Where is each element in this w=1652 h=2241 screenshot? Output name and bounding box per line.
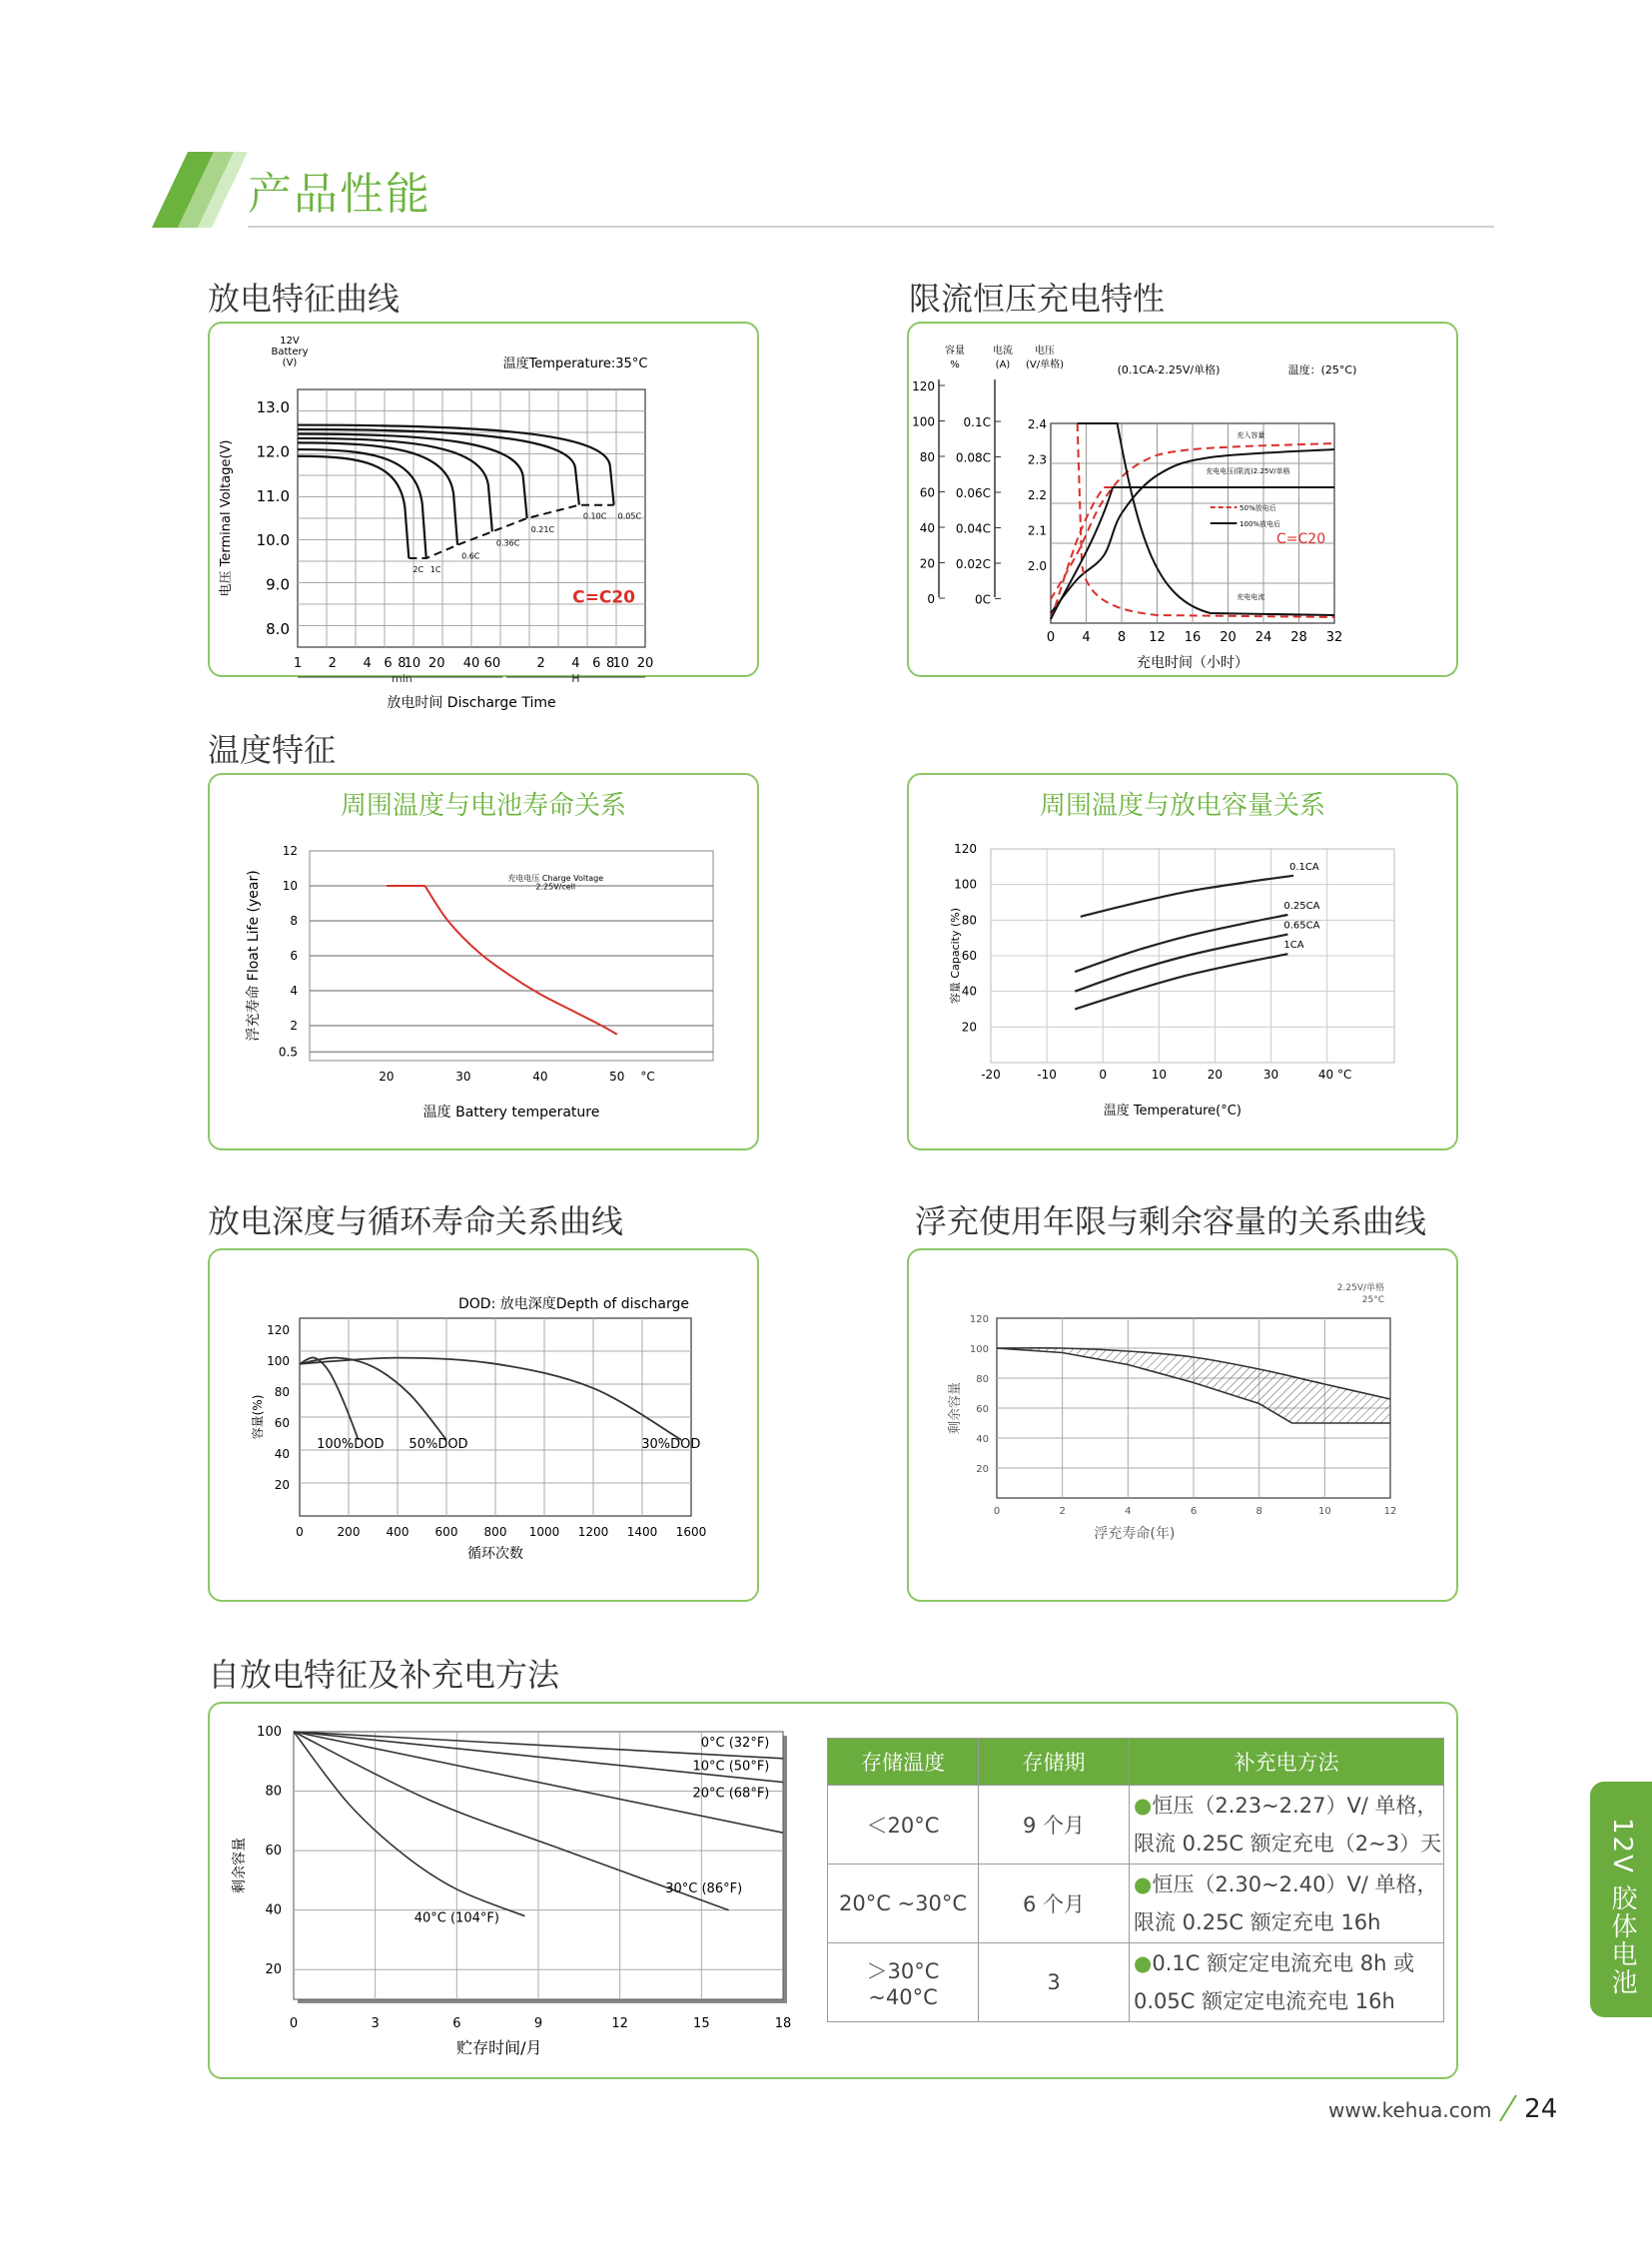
cell-method xyxy=(1130,1943,1444,2022)
x-tick-label: 40 xyxy=(462,656,480,671)
x-tick-label: 18 xyxy=(774,2016,792,2031)
method-line: 恒压（2.30~2.40）V/ 单格， xyxy=(1152,1872,1438,1896)
chart-capacity-temp xyxy=(909,829,1456,1148)
footer xyxy=(1328,2093,1557,2124)
x-tick-label: 12 xyxy=(1149,630,1166,645)
y-tick-label: 2 xyxy=(290,1019,298,1033)
curve-label: 充入容量 xyxy=(1237,431,1265,439)
series-label: 0.10C xyxy=(582,511,607,521)
method-line: 恒压（2.23~2.27）V/ 单格， xyxy=(1152,1794,1438,1818)
x-tick-label: 2 xyxy=(328,656,337,671)
y-tick-label: 40 xyxy=(961,984,977,999)
x-tick-label: 1600 xyxy=(675,1525,707,1539)
capacity-tick: 60 xyxy=(919,485,935,500)
discharge-curve-0.6C xyxy=(298,442,457,544)
x-tick-label: 400 xyxy=(386,1525,410,1539)
series-label: 0.1CA xyxy=(1289,861,1319,873)
x-tick-label: 8 xyxy=(1117,630,1127,645)
legend-label: 100%放电后 xyxy=(1239,520,1281,528)
method-line: 限流 0.25C 额定充电（2~3）天 xyxy=(1134,1832,1442,1856)
chart-life-temp xyxy=(210,829,757,1148)
current-tick: 0.04C xyxy=(955,521,991,536)
voltage-tick: 2.3 xyxy=(1027,452,1047,467)
cell-temp: ＜20°C xyxy=(828,1786,979,1865)
cell-temp: 20°C ~30°C xyxy=(828,1865,979,1943)
x-tick-label: 16 xyxy=(1184,630,1202,645)
y-tick-label: 60 xyxy=(274,1416,290,1430)
table-row xyxy=(828,1865,1444,1943)
x-tick-label: 15 xyxy=(693,2016,710,2031)
y-tick-label: 100 xyxy=(954,877,977,892)
y-tick-label: 4 xyxy=(290,984,298,998)
table-header-row xyxy=(828,1739,1444,1786)
capacity-curve-0.1CA xyxy=(1081,876,1293,917)
y-axis-label: 容量 Capacity (%) xyxy=(949,907,962,1005)
y-tick-label: 80 xyxy=(961,913,977,928)
y-tick-label: 100 xyxy=(267,1354,290,1368)
y-tick-label: 80 xyxy=(265,1784,282,1800)
y-tick-label: 20 xyxy=(265,1962,282,1978)
x-tick-label: -20 xyxy=(981,1068,1001,1082)
cell-period: 9 个月 xyxy=(979,1786,1130,1865)
x-tick-label: 4 xyxy=(571,656,580,671)
current-tick: 0.02C xyxy=(955,557,991,571)
dod-curve-50%DOD xyxy=(300,1358,446,1440)
y-tick-label: 10 xyxy=(282,879,298,893)
y-tick-label: 8.0 xyxy=(266,620,290,639)
method-line: 限流 0.25C 额定充电 16h xyxy=(1134,1910,1381,1934)
y-axis-label: 容量(%) xyxy=(251,1394,265,1440)
curve-label: 充电电流 xyxy=(1237,593,1265,601)
cell-method xyxy=(1130,1786,1444,1865)
x-tick-label: 6 xyxy=(384,656,393,671)
y-tick-label: 8 xyxy=(290,914,298,928)
x-tick-label: 24 xyxy=(1254,630,1272,645)
x-tick-label: 12 xyxy=(1383,1506,1397,1517)
capacity-curve-0.65CA xyxy=(1075,935,1287,992)
x-tick-label: 4 xyxy=(1082,630,1091,645)
chart-float-capacity xyxy=(909,1250,1456,1600)
x-tick-label: 32 xyxy=(1325,630,1343,645)
current-tick: 0.06C xyxy=(955,486,991,500)
voltage-tick: 2.4 xyxy=(1027,417,1047,431)
y-tick-label: 60 xyxy=(265,1844,282,1860)
legend-label: 50%放电后 xyxy=(1239,504,1276,512)
chart-charge xyxy=(909,324,1456,675)
axis-header: (V/单格) xyxy=(1025,360,1065,371)
section-title-discharge: 放电特征曲线 xyxy=(208,280,401,318)
side-category-tab xyxy=(1590,1782,1652,2017)
chart-title: (0.1CA-2.25V/单格) xyxy=(1117,364,1221,376)
x-tick-label: 20 xyxy=(379,1070,395,1084)
y-tick-label: 9.0 xyxy=(266,575,290,594)
y-tick-label: 20 xyxy=(976,1464,989,1475)
x-tick-label: 4 xyxy=(363,656,372,671)
series-label: 0.6C xyxy=(461,551,480,561)
axis-header: % xyxy=(950,360,960,371)
header-note: 2.25V/单格 xyxy=(1336,1283,1384,1293)
method-line: 0.05C 额定定电流充电 16h xyxy=(1134,1989,1395,2013)
axis-header: 电流 xyxy=(993,346,1013,357)
method-line: 0.1C 额定定电流充电 8h 或 xyxy=(1152,1951,1415,1975)
y-tick-label: 100 xyxy=(969,1344,989,1355)
life-curve xyxy=(424,886,616,1035)
current-tick: 0.08C xyxy=(955,450,991,465)
th-storage-temp: 存储温度 xyxy=(828,1739,979,1786)
series-label: 0.65CA xyxy=(1283,920,1320,932)
th-storage-period: 存储期 xyxy=(979,1739,1130,1786)
x-tick-label: 50 xyxy=(609,1070,625,1084)
x-tick-label: 1 xyxy=(293,656,303,671)
x-tick-label: 30 xyxy=(1262,1068,1279,1082)
voltage-tick: 2.2 xyxy=(1027,488,1047,502)
y-tick-label: 20 xyxy=(961,1020,977,1035)
x-tick-label: 28 xyxy=(1290,630,1307,645)
th-recharge-method: 补充电方法 xyxy=(1130,1739,1444,1786)
x-tick-label: 6 xyxy=(452,2016,461,2031)
x-tick-label: 2 xyxy=(536,656,545,671)
capacity-tick: 100 xyxy=(912,414,935,429)
y-tick-label: 13.0 xyxy=(256,397,290,416)
x-tick-label: 0 xyxy=(1046,630,1056,645)
chart-discharge xyxy=(210,324,757,711)
curve-current-50 xyxy=(1078,423,1334,617)
section-title-dod: 放电深度与循环寿命关系曲线 xyxy=(208,1202,624,1240)
series-label: 40°C (104°F) xyxy=(413,1910,499,1926)
series-label: 2C xyxy=(413,565,424,575)
y-tick-label: 11.0 xyxy=(256,486,290,505)
table-row xyxy=(828,1786,1444,1865)
dod-curve-30%DOD xyxy=(300,1358,681,1440)
x-tick-label: 0 xyxy=(289,2016,299,2031)
voltage-tick: 2.1 xyxy=(1027,523,1047,538)
x-tick-label: 30 xyxy=(455,1070,471,1084)
footer-site: www.kehua.com xyxy=(1328,2098,1492,2122)
side-tab-label: 12V 胶体电池 xyxy=(1607,1818,1637,1997)
y-tick-label: 120 xyxy=(969,1314,989,1325)
y-tick-label: 80 xyxy=(274,1385,290,1399)
x-tick-label: 20 xyxy=(1207,1068,1224,1082)
cell-period: 6 个月 xyxy=(979,1865,1130,1943)
x-tick-label: 20 xyxy=(636,656,654,671)
x-tick-label: 2 xyxy=(1059,1506,1066,1517)
y-tick-label: 40 xyxy=(274,1447,290,1461)
section-title-charge: 限流恒压充电特性 xyxy=(909,280,1166,318)
x-tick-label: 6 xyxy=(592,656,601,671)
annotation: 2.25V/cell xyxy=(535,882,576,892)
x-tick-label: 8 xyxy=(606,656,615,671)
series-label: 1CA xyxy=(1283,940,1304,952)
x-tick-label: 0 xyxy=(993,1506,1001,1517)
dod-curve-100%DOD xyxy=(300,1357,359,1439)
x-tick-label: 8 xyxy=(1255,1506,1262,1517)
capacity-curve-1CA xyxy=(1075,954,1287,1009)
y-tick-label: 80 xyxy=(976,1374,989,1385)
bullet-icon: ● xyxy=(1134,1794,1153,1818)
chart-title: DOD: 放电深度Depth of discharge xyxy=(457,1296,689,1312)
curve-label: 充电电压(限流)2.25V/单格 xyxy=(1206,467,1290,475)
axis-header: 容量 xyxy=(945,346,965,357)
y-tick-label: 60 xyxy=(976,1404,989,1415)
cell-method xyxy=(1130,1865,1444,1943)
x-tick-label: 1200 xyxy=(577,1525,609,1539)
capacity-tick: 80 xyxy=(919,450,935,464)
series-label: 0.25CA xyxy=(1283,900,1320,912)
header-divider xyxy=(248,226,1494,228)
y-tick-label: 12 xyxy=(282,844,298,858)
section-title-self-discharge: 自放电特征及补充电方法 xyxy=(208,1656,560,1694)
slash-icon xyxy=(1498,2093,1518,2123)
y-unit-label: (V) xyxy=(282,358,298,369)
x-tick-label: 60 xyxy=(483,656,501,671)
series-label: 1C xyxy=(429,565,441,575)
chart-note: C=C20 xyxy=(572,587,635,608)
cell-period: 3 xyxy=(979,1943,1130,2022)
axis-header: 电压 xyxy=(1035,346,1055,357)
x-tick-label: 8 xyxy=(398,656,407,671)
x-tick-label: 6 xyxy=(1190,1506,1198,1517)
x-tick-label: 20 xyxy=(1220,630,1237,645)
x-axis-label: 温度 Battery temperature xyxy=(422,1105,600,1120)
chart-title-life-temp: 周围温度与电池寿命关系 xyxy=(340,791,626,821)
header-stripes-icon xyxy=(152,152,252,232)
x-axis-label: 温度 Temperature(°C) xyxy=(1103,1104,1241,1119)
x-tick-label: 1000 xyxy=(528,1525,560,1539)
x-tick-label: 10 xyxy=(404,656,421,671)
series-label: 30°C (86°F) xyxy=(665,1880,743,1896)
series-label: 50%DOD xyxy=(409,1436,468,1452)
x-tick-label: -10 xyxy=(1037,1068,1057,1082)
chart-title: 温度Temperature:35°C xyxy=(502,357,648,372)
x-axis-label: 循环次数 xyxy=(467,1546,523,1562)
series-label: 0°C (32°F) xyxy=(700,1735,770,1751)
page-number: 24 xyxy=(1524,2094,1558,2124)
y-tick-label: 60 xyxy=(961,949,977,963)
series-label: 10°C (50°F) xyxy=(692,1759,770,1775)
series-label: 100%DOD xyxy=(317,1436,385,1452)
discharge-curve-2C xyxy=(298,456,409,558)
chart-self-discharge xyxy=(210,1704,829,2077)
series-label: 0.36C xyxy=(495,538,520,548)
y-tick-label: 10.0 xyxy=(256,531,290,550)
capacity-tick: 20 xyxy=(919,556,935,571)
x-tick-label: 600 xyxy=(434,1525,458,1539)
voltage-tick: 2.0 xyxy=(1027,559,1047,573)
table-row xyxy=(828,1943,1444,2022)
x-tick-label: 200 xyxy=(337,1525,361,1539)
x-tick-label: 4 xyxy=(1125,1506,1132,1517)
series-label: 20°C (68°F) xyxy=(692,1786,770,1802)
y-tick-label: 6 xyxy=(290,949,298,963)
x-tick-label: 0 xyxy=(1099,1068,1108,1082)
page-title: 产品性能 xyxy=(248,169,431,220)
x-tick-label: 10 xyxy=(612,656,629,671)
y-unit-label: 12V xyxy=(280,336,300,347)
y-tick-label: 12.0 xyxy=(256,442,290,461)
y-tick-label: 40 xyxy=(265,1902,282,1918)
x-axis-label: 充电时间（小时） xyxy=(1137,655,1248,671)
y-tick-label: 20 xyxy=(274,1478,290,1492)
header-note: 25°C xyxy=(1361,1295,1384,1305)
chart-note: C=C20 xyxy=(1276,531,1326,547)
capacity-curve-0.25CA xyxy=(1075,915,1287,972)
chart-title-capacity-temp: 周围温度与放电容量关系 xyxy=(1039,791,1325,821)
section-title-float: 浮充使用年限与剩余容量的关系曲线 xyxy=(915,1202,1427,1240)
x-tick-label: 10 xyxy=(1151,1068,1167,1082)
y-axis-label: 剩余容量 xyxy=(232,1838,248,1893)
chart-dod xyxy=(210,1250,757,1600)
axis-header: (A) xyxy=(995,360,1011,371)
x-axis-label: 放电时间 Discharge Time xyxy=(387,695,556,711)
x-unit-label: min xyxy=(392,672,413,685)
series-label: 0.21C xyxy=(530,525,555,534)
x-tick-label: 12 xyxy=(611,2016,628,2031)
y-tick-label: 40 xyxy=(976,1434,989,1445)
x-tick-label: 3 xyxy=(371,2016,380,2031)
bullet-icon: ● xyxy=(1134,1951,1153,1975)
x-tick-label: 1400 xyxy=(626,1525,658,1539)
current-tick: 0.1C xyxy=(963,415,991,429)
y-axis-label: 电压 Terminal Voltage(V) xyxy=(219,439,234,597)
x-tick-label: °C xyxy=(640,1070,655,1084)
x-unit-label: H xyxy=(571,672,580,685)
y-tick-label: 120 xyxy=(954,842,977,856)
y-axis-label: 剩余容量 xyxy=(948,1381,963,1435)
chart-temp: 温度：(25°C) xyxy=(1287,364,1357,376)
x-tick-label: 20 xyxy=(427,656,445,671)
series-label: 0.05C xyxy=(617,511,642,521)
x-tick-label: 800 xyxy=(483,1525,507,1539)
bullet-icon: ● xyxy=(1134,1872,1153,1896)
x-tick-label: 10 xyxy=(1317,1506,1331,1517)
x-axis-label: 浮充寿命(年) xyxy=(1094,1526,1176,1542)
y-tick-label: 100 xyxy=(257,1725,282,1740)
x-tick-label: 9 xyxy=(533,2016,543,2031)
x-tick-label: 40 xyxy=(532,1070,548,1084)
section-title-temperature: 温度特征 xyxy=(208,731,337,769)
y-axis-label: 浮充寿命 Float Life (year) xyxy=(246,870,262,1042)
capacity-tick: 40 xyxy=(919,521,935,535)
x-tick-label: 40 °C xyxy=(1317,1068,1352,1082)
cell-temp: ＞30°C ~40°C xyxy=(828,1943,979,2022)
series-label: 30%DOD xyxy=(641,1436,701,1452)
storage-table xyxy=(827,1738,1444,2022)
discharge-curve-0.05C xyxy=(298,425,614,505)
y-unit-label: Battery xyxy=(271,347,309,358)
x-tick-label: 0 xyxy=(296,1525,304,1539)
current-tick: 0C xyxy=(974,592,991,607)
y-tick-label: 120 xyxy=(267,1323,290,1337)
annotation: 充电电压 Charge Voltage xyxy=(507,873,604,883)
capacity-tick: 120 xyxy=(912,379,935,393)
y-tick-label: 0.5 xyxy=(278,1045,298,1060)
capacity-tick: 0 xyxy=(927,592,935,606)
x-axis-label: 贮存时间/月 xyxy=(456,2038,542,2057)
